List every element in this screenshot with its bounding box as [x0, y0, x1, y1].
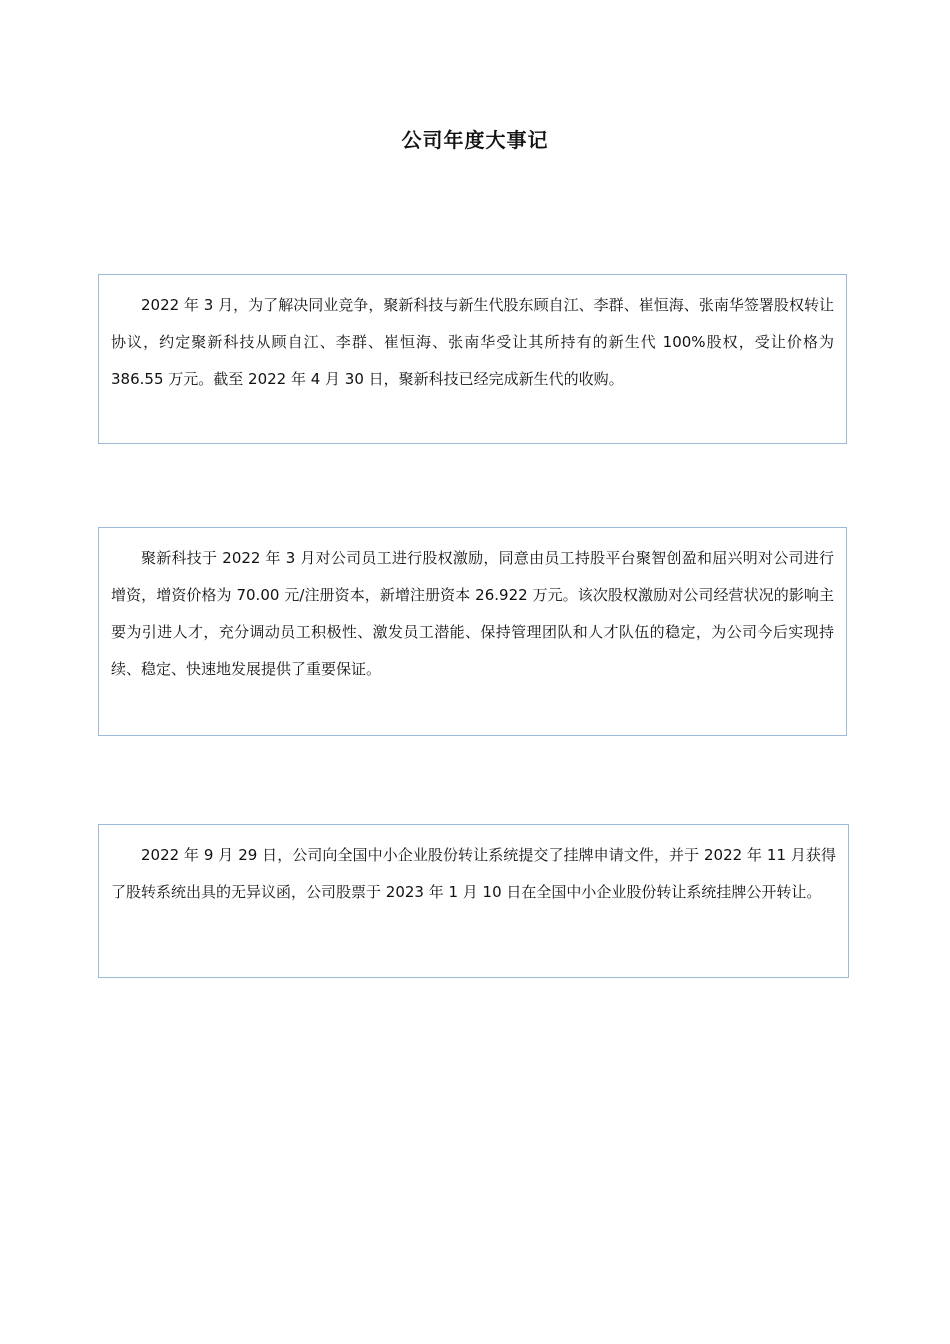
page-title: 公司年度大事记 — [401, 128, 549, 152]
event-box-listing — [98, 824, 849, 978]
event-box-equity-incentive — [98, 527, 847, 736]
event-box-share-acquisition — [98, 274, 847, 444]
event-text: 2022 年 3 月，为了解决同业竞争，聚新科技与新生代股东顾自江、李群、崔恒海、张南华签署股权转让协议，约定聚新科技从顾自江、李群、崔恒海、张南华受让其所持有的新生代 100%股权，受让价格为 386.55 万元。截至 2022 年 4 月 30 日，聚新科技已经完成新生代的收购。 — [111, 296, 834, 388]
event-text: 聚新科技于 2022 年 3 月对公司员工进行股权激励，同意由员工持股平台聚智创盈和屈兴明对公司进行增资，增资价格为 70.00 元/注册资本，新增注册资本 26.922 万元。该次股权激励对公司经营状况的影响主要为引进人才，充分调动员工积极性、激发员工潜能、保持管理团队和人才队伍的稳定，为公司今后实现持续、稳定、快速地发展提供了重要保证。 — [111, 549, 834, 678]
event-text: 2022 年 9 月 29 日，公司向全国中小企业股份转让系统提交了挂牌申请文件，并于 2022 年 11 月获得了股转系统出具的无异议函，公司股票于 2023 年 1 月 10 日在全国中小企业股份转让系统挂牌公开转让。 — [111, 846, 836, 901]
